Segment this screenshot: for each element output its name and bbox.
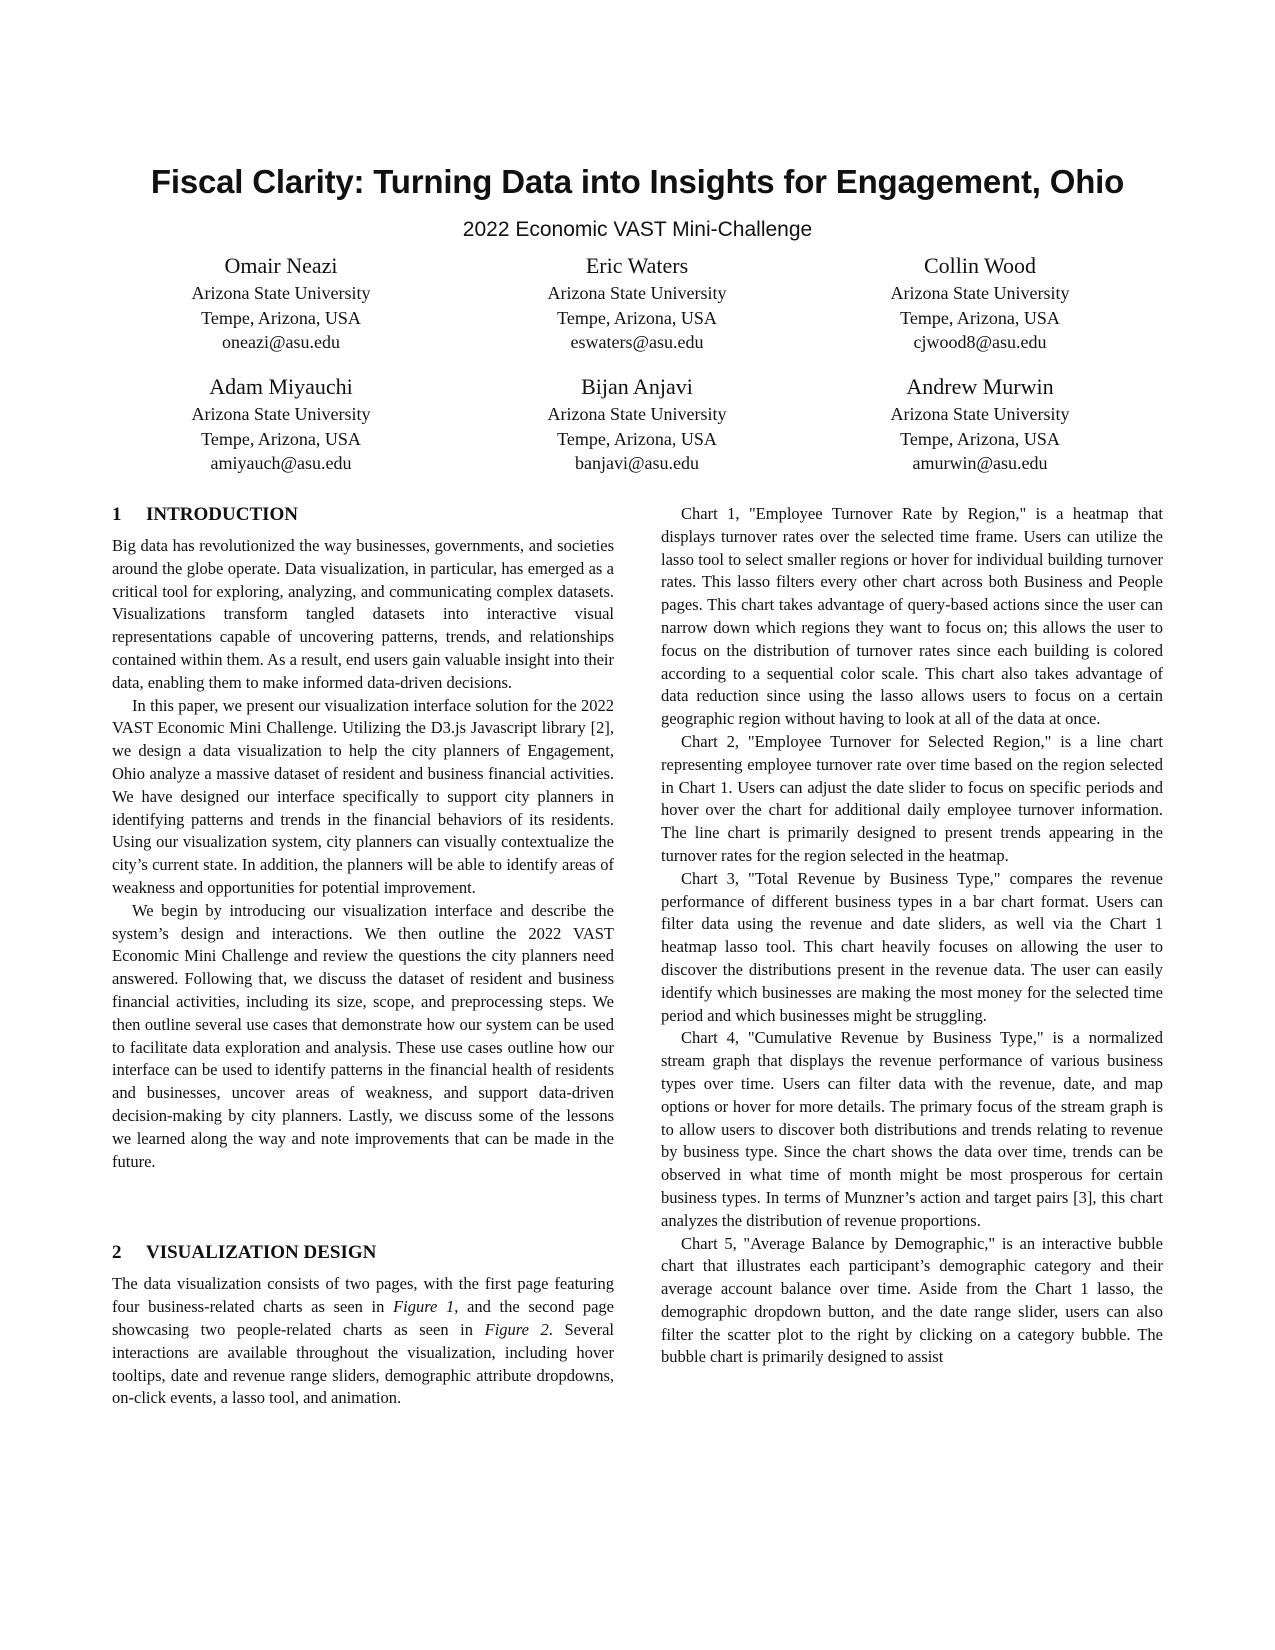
- paragraph: [112, 1273, 614, 1410]
- author-affiliation: Arizona State University: [890, 283, 1070, 303]
- text-run: . Several interactions are available throughout the visualization, including hover tooltips, date and revenue range sliders, demographic attribute dropdowns, on-click events, a lasso tool, and animation.: [112, 1319, 614, 1408]
- paragraph: Chart 1, "Employee Turnover Rate by Region," is a heatmap that displays turnover rates over the selected time frame. Users can utilize the lasso tool to select smaller regions or hover for individual building turnover rates. This lasso filters every other chart across both Business and People pages. This chart takes advantage of query-based actions since the user can narrow down which regions they want to focus on; this allows the user to focus on the distribution of turnover rates since each building is colored according to a sequential color scale. This chart also takes advantage of data reduction since using the lasso allows users to focus on a certain geographic region without having to look at all of the data at once.: [661, 504, 1163, 729]
- author-affiliation: Arizona State University: [191, 404, 371, 424]
- figure-reference[interactable]: Figure 1: [393, 1297, 455, 1317]
- paragraph: Chart 3, "Total Revenue by Business Type," compares the revenue performance of different business types in a bar chart format. Users can filter data using the revenue and date sliders, as well via the Chart 1 heatmap lasso tool. This chart heavily focuses on allowing the user to discover the distributions present in the revenue data. The user can easily identify which businesses are making the most money for the selected time period and which businesses might be struggling.: [661, 868, 1163, 1025]
- author-affiliation: Arizona State University: [547, 404, 727, 424]
- author-block: [116, 372, 446, 476]
- author-location: Tempe, Arizona, USA: [900, 428, 1060, 449]
- section-number: 1: [112, 504, 122, 525]
- author-email[interactable]: eswaters@asu.edu: [570, 332, 704, 352]
- section-title: VISUALIZATION DESIGN: [146, 1242, 377, 1264]
- left-column: [112, 503, 614, 1410]
- author-block: [472, 251, 802, 355]
- author-location: Tempe, Arizona, USA: [557, 307, 717, 328]
- author-affiliation: Arizona State University: [890, 404, 1070, 424]
- paragraph: Chart 5, "Average Balance by Demographic," is an interactive bubble chart that illustrates each participant’s demographic category and their average account balance over time. Aside from the Chart 1 lasso, the demographic dropdown button, and the date range slider, users can also filter the scatter plot to the right by clicking on a category bubble. The bubble chart is primarily designed to assist: [661, 1233, 1163, 1367]
- paragraph: In this paper, we present our visualization interface solution for the 2022 VAST Economic Mini Challenge. Utilizing the D3.js Javascript library [2], we design a data visualization to help the city planners of Engagement, Ohio analyze a massive dataset of resident and business financial activities. We have designed our interface specifically to support city planners in identifying patterns and trends in the financial behaviors of its residents. Using our visualization system, city planners can visually contextualize the city’s current state. In addition, the planners will be able to identify areas of weakness and opportunities for potential improvement.: [112, 695, 614, 897]
- author-email[interactable]: oneazi@asu.edu: [221, 332, 341, 352]
- author-name: Andrew Murwin: [906, 374, 1054, 399]
- author-block: [116, 251, 446, 355]
- author-name: Bijan Anjavi: [581, 374, 693, 399]
- author-affiliation: Arizona State University: [547, 283, 727, 303]
- author-block: [815, 372, 1145, 476]
- section-heading-visualization-design: [112, 1241, 614, 1265]
- author-email[interactable]: cjwood8@asu.edu: [913, 332, 1047, 352]
- author-email[interactable]: amiyauch@asu.edu: [210, 453, 352, 473]
- paragraph: Chart 2, "Employee Turnover for Selected Region," is a line chart representing employee turnover rate over time based on the region selected in Chart 1. Users can adjust the date slider to focus on specific periods and hover over the chart for additional daily employee turnover information. The line chart is primarily designed to present trends appearing in the turnover rates for the region selected in the heatmap.: [661, 731, 1163, 865]
- right-column: [661, 503, 1163, 1369]
- figure-reference[interactable]: Figure 2: [484, 1319, 549, 1339]
- section-number: 2: [112, 1242, 122, 1264]
- text-run: The data visualization consists of two pages, with the first page featuring four business-related charts as seen in: [112, 1274, 614, 1317]
- section-gap: [112, 1173, 614, 1241]
- author-email[interactable]: banjavi@asu.edu: [574, 453, 700, 473]
- paragraph: We begin by introducing our visualization interface and describe the system’s design and interactions. We then outline the 2022 VAST Economic Mini Challenge and review the questions the city planners need answered. Following that, we discuss the dataset of resident and business financial activities, including its size, scope, and preprocessing steps. We then outline several use cases that demonstrate how our system can be used to facilitate data exploration and analysis. These use cases outline how our interface can be used to identify patterns in the financial health of residents and businesses, uncover areas of weakness, and support data-driven decision-making by city planners. Lastly, we discuss some of the lessons we learned along the way and note improvements that can be made in the future.: [112, 900, 614, 1171]
- paper-title: Fiscal Clarity: Turning Data into Insights for Engagement, Ohio: [150, 163, 1125, 200]
- author-block: [472, 372, 802, 476]
- author-affiliation: Arizona State University: [191, 283, 371, 303]
- author-name: Adam Miyauchi: [209, 374, 353, 399]
- section-heading-introduction: [112, 503, 614, 527]
- paper-subtitle: 2022 Economic VAST Mini-Challenge: [462, 218, 813, 241]
- author-name: Collin Wood: [923, 253, 1037, 278]
- paragraph: Chart 4, "Cumulative Revenue by Business Type," is a normalized stream graph that displays the revenue performance of various business types over time. Users can filter data with the revenue, date, and map options or hover for more details. The primary focus of the stream graph is to allow users to discover both distributions and trends relating to revenue by business type. Since the chart shows the data over time, trends can be observed in what time of month might be most prosperous for certain business types. In terms of Munzner’s action and target pairs [3], this chart analyzes the distribution of revenue proportions.: [661, 1028, 1163, 1230]
- author-location: Tempe, Arizona, USA: [557, 428, 717, 449]
- author-location: Tempe, Arizona, USA: [201, 428, 361, 449]
- author-name: Eric Waters: [585, 253, 689, 278]
- paragraph: Big data has revolutionized the way businesses, governments, and societies around the globe operate. Data visualization, in particular, has emerged as a critical tool for exploring, analyzing, and communicating complex datasets. Visualizations transform tangled datasets into interactive visual representations capable of uncovering patterns, trends, and relationships contained within them. As a result, end users gain valuable insight into their data, enabling them to make informed data-driven decisions.: [112, 536, 614, 692]
- author-name: Omair Neazi: [224, 253, 338, 278]
- author-block: [815, 251, 1145, 355]
- author-location: Tempe, Arizona, USA: [900, 307, 1060, 328]
- section-title: INTRODUCTION: [146, 504, 299, 525]
- author-location: Tempe, Arizona, USA: [201, 307, 361, 328]
- text-run: , and the second page showcasing two people-related charts as seen in: [112, 1297, 615, 1339]
- author-email[interactable]: amurwin@asu.edu: [912, 453, 1048, 473]
